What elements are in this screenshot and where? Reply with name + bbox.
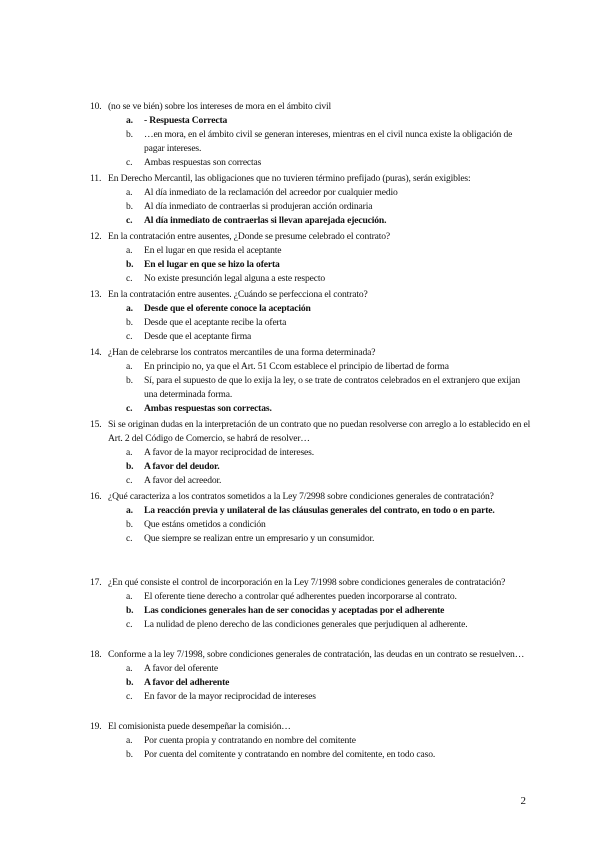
option-letter: b. (126, 317, 133, 328)
answer-option (90, 690, 532, 704)
question-number: 13. (90, 289, 102, 300)
question-text: Conforme a la ley 7/1998, sobre condiciones generales de contratación, las deudas en un contrato se resuelven… (108, 649, 525, 660)
option-text: A favor del adherente (144, 677, 230, 688)
option-letter: a. (126, 361, 133, 372)
answer-option (90, 474, 532, 488)
answer-option (90, 200, 532, 214)
question-12 (90, 230, 532, 286)
answer-option (90, 518, 532, 532)
option-text: En el lugar en que se hizo la oferta (144, 259, 280, 270)
option-letter: c. (126, 533, 133, 544)
option-letter: a. (126, 505, 133, 516)
option-letter: a. (126, 447, 133, 458)
question-17 (90, 576, 532, 632)
question-15 (90, 418, 532, 488)
option-text: A favor del deudor. (144, 461, 220, 472)
page-number: 2 (520, 795, 526, 807)
option-letter: c. (126, 691, 133, 702)
answer-option-correct (90, 402, 532, 416)
option-text: La reacción previa y unilateral de las cláusulas generales del contrato, en todo o en parte. (144, 505, 495, 516)
option-text: Ambas respuestas son correctas. (144, 403, 272, 414)
option-text: Al día inmediato de contraerlas si llevan aparejada ejecución. (144, 215, 387, 226)
option-text: Desde que el oferente conoce la aceptación (144, 303, 311, 314)
option-letter: c. (126, 475, 133, 486)
answer-option (90, 662, 532, 676)
option-text: En favor de la mayor reciprocidad de intereses (144, 691, 316, 702)
answer-options (90, 504, 532, 546)
answer-option-correct (90, 604, 532, 618)
option-text: El oferente tiene derecho a controlar qué adherentes pueden incorporarse al contrato. (144, 591, 457, 602)
answer-option-correct (90, 460, 532, 474)
option-letter: b. (126, 375, 133, 386)
answer-option-correct (90, 504, 532, 518)
answer-options (90, 114, 532, 170)
question-number: 12. (90, 231, 102, 242)
option-letter: a. (126, 303, 133, 314)
option-text: Que siempre se realizan entre un empresario y un consumidor. (144, 533, 375, 544)
answer-options (90, 662, 532, 704)
question-text: (no se ve bién) sobre los intereses de mora en el ámbito civil (108, 101, 332, 112)
answer-option (90, 374, 532, 402)
question-10 (90, 100, 532, 170)
option-letter: c. (126, 273, 133, 284)
question-text: ¿Han de celebrarse los contratos mercantiles de una forma determinada? (108, 347, 376, 358)
question-18 (90, 648, 532, 704)
question-number: 15. (90, 419, 102, 430)
option-letter: b. (126, 749, 133, 760)
question-13 (90, 288, 532, 344)
answer-options (90, 446, 532, 488)
option-letter: c. (126, 619, 133, 630)
option-text: Que estáns ometidos a condición (144, 519, 266, 530)
answer-option (90, 156, 532, 170)
option-text: En principio no, ya que el Art. 51 Ccom establece el principio de libertad de forma (144, 361, 449, 372)
option-text: Por cuenta propia y contratando en nombre del comitente (144, 735, 356, 746)
answer-options (90, 186, 532, 228)
option-letter: c. (126, 157, 133, 168)
option-letter: b. (126, 461, 134, 472)
answer-option-correct (90, 302, 532, 316)
question-number: 11. (90, 173, 102, 184)
option-letter: b. (126, 605, 134, 616)
question-11 (90, 172, 532, 228)
option-letter: a. (126, 735, 133, 746)
option-text: A favor de la mayor reciprocidad de intereses. (144, 447, 314, 458)
option-text: No existe presunción legal alguna a este respecto (144, 273, 325, 284)
question-19 (90, 720, 532, 762)
answer-option (90, 330, 532, 344)
option-letter: b. (126, 129, 133, 140)
option-letter: b. (126, 259, 134, 270)
option-text: Ambas respuestas son correctas (144, 157, 262, 168)
option-text: Las condiciones generales han de ser conocidas y aceptadas por el adherente (144, 605, 445, 616)
question-16 (90, 490, 532, 546)
option-text: - Respuesta Correcta (144, 115, 228, 126)
answer-option (90, 128, 532, 156)
answer-option (90, 316, 532, 330)
answer-options (90, 302, 532, 344)
answer-option (90, 532, 532, 546)
question-number: 10. (90, 101, 102, 112)
answer-option (90, 446, 532, 460)
question-text: En Derecho Mercantil, las obligaciones que no tuvieren término prefijado (puras), serán exigibles: (108, 173, 471, 184)
answer-option (90, 186, 532, 200)
answer-option (90, 360, 532, 374)
answer-option (90, 618, 532, 632)
option-text: En el lugar en que resida el aceptante (144, 245, 282, 256)
question-text: Si se originan dudas en la interpretación de un contrato que no puedan resolverse con arreglo a lo establecido en el Art. 2 del Código de Comercio, se habrá de resolver… (108, 419, 531, 444)
option-letter: b. (126, 519, 133, 530)
option-letter: c. (126, 403, 133, 414)
option-letter: c. (126, 215, 133, 226)
option-letter: b. (126, 201, 133, 212)
answer-option-correct (90, 258, 532, 272)
question-number: 18. (90, 649, 102, 660)
option-text: A favor del acreedor. (144, 475, 222, 486)
answer-option (90, 272, 532, 286)
option-letter: a. (126, 245, 133, 256)
question-text: ¿En qué consiste el control de incorporación en la Ley 7/1998 sobre condiciones generales de contratación? (108, 577, 506, 588)
answer-options (90, 734, 532, 762)
answer-option (90, 748, 532, 762)
option-text: Desde que el aceptante recibe la oferta (144, 317, 287, 328)
question-number: 17. (90, 577, 102, 588)
option-text: Al día inmediato de la reclamación del acreedor por cualquier medio (144, 187, 398, 198)
answer-option-correct (90, 676, 532, 690)
question-number: 16. (90, 491, 102, 502)
option-text: La nulidad de pleno derecho de las condiciones generales que perjudiquen al adherente. (144, 619, 468, 630)
question-text: El comisionista puede desempeñar la comisión… (108, 721, 291, 732)
answer-option (90, 244, 532, 258)
option-letter: b. (126, 677, 134, 688)
option-text: …en mora, en el ámbito civil se generan intereses, mientras en el civil nunca existe la obligación de pagar intereses. (144, 129, 513, 154)
option-letter: a. (126, 115, 133, 126)
question-number: 14. (90, 347, 102, 358)
option-letter: a. (126, 663, 133, 674)
answer-option (90, 734, 532, 748)
option-letter: a. (126, 591, 133, 602)
option-text: Desde que el aceptante firma (144, 331, 252, 342)
question-text: En la contratación entre ausentes, ¿Donde se presume celebrado el contrato? (108, 231, 391, 242)
answer-option-correct (90, 114, 532, 128)
option-text: Al día inmediato de contraerlas si produjeran acción ordinaria (144, 201, 373, 212)
question-number: 19. (90, 721, 102, 732)
option-letter: a. (126, 187, 133, 198)
option-letter: c. (126, 331, 133, 342)
question-text: En la contratación entre ausentes. ¿Cuándo se perfecciona el contrato? (108, 289, 368, 300)
answer-option-correct (90, 214, 532, 228)
answer-options (90, 590, 532, 632)
option-text: Por cuenta del comitente y contratando en nombre del comitente, en todo caso. (144, 749, 436, 760)
option-text: A favor del oferente (144, 663, 218, 674)
option-text: Sí, para el supuesto de que lo exija la ley, o se trate de contratos celebrados en el extranjero que exijan una determinada forma. (144, 375, 520, 400)
question-text: ¿Qué caracteriza a los contratos sometidos a la Ley 7/2998 sobre condiciones generales de contratación? (108, 491, 494, 502)
answer-option (90, 590, 532, 604)
question-14 (90, 346, 532, 416)
answer-options (90, 244, 532, 286)
answer-options (90, 360, 532, 416)
